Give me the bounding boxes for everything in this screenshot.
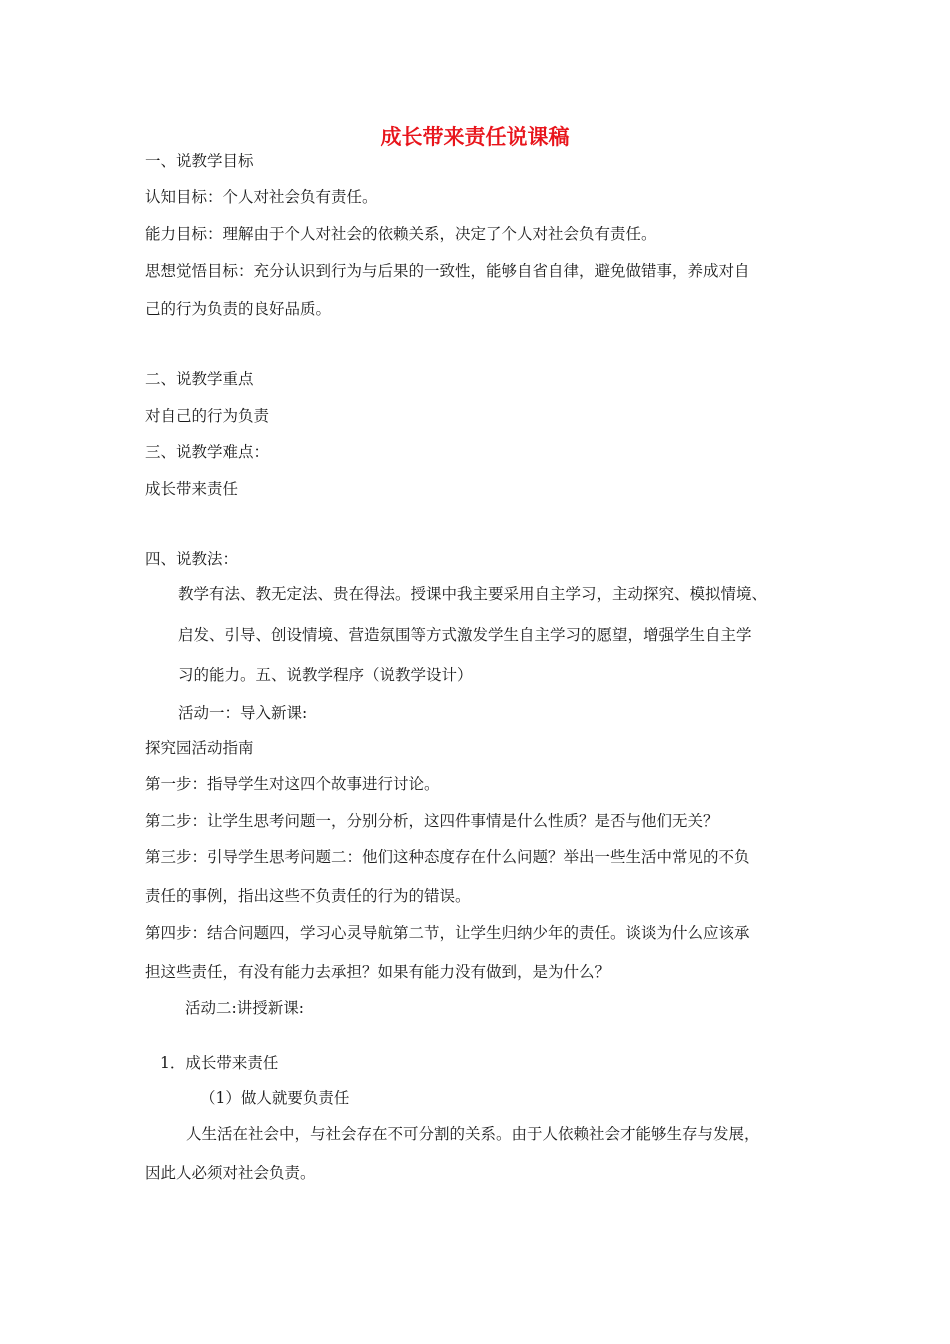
- step-line: 第二步：让学生思考问题一，分别分析，这四件事情是什么性质？是否与他们无关？: [145, 812, 719, 830]
- subsection-heading: （1）做人就要负责任: [200, 1089, 350, 1107]
- paragraph-line: 担这些责任，有没有能力去承担？如果有能力没有做到，是为什么？: [145, 963, 611, 981]
- section-heading-methods: 四、说教法：: [145, 550, 239, 568]
- paragraph-line: 探究园活动指南: [145, 739, 254, 757]
- activity-heading: 活动二:讲授新课:: [185, 999, 304, 1017]
- paragraph-line: 对自己的行为负责: [145, 407, 270, 425]
- paragraph-line: 启发、引导、创设情境、营造氛围等方式激发学生自主学习的愿望，增强学生自主学: [178, 626, 752, 644]
- subsection-heading: 1．成长带来责任: [160, 1054, 279, 1072]
- document-title: 成长带来责任说课稿: [380, 125, 570, 149]
- paragraph-line: 己的行为负责的良好品质。: [145, 300, 332, 318]
- step-line: 第四步：结合问题四，学习心灵导航第二节，让学生归纳少年的责任。谈谈为什么应该承: [145, 924, 750, 942]
- paragraph-line: 成长带来责任: [145, 480, 239, 498]
- activity-heading: 活动一：导入新课:: [178, 704, 308, 722]
- section-heading-difficulties: 三、说教学难点：: [145, 443, 270, 461]
- paragraph-line: 责任的事例，指出这些不负责任的行为的错误。: [145, 887, 471, 905]
- section-heading-key-points: 二、说教学重点: [145, 370, 254, 388]
- paragraph-line: 人生活在社会中，与社会存在不可分割的关系。由于人依赖社会才能够生存与发展，: [186, 1125, 760, 1143]
- step-line: 第一步：指导学生对这四个故事进行讨论。: [145, 775, 440, 793]
- paragraph-line: 认知目标：个人对社会负有责任。: [145, 188, 378, 206]
- paragraph-line: 能力目标：理解由于个人对社会的依赖关系，决定了个人对社会负有责任。: [145, 225, 657, 243]
- paragraph-line: 因此人必须对社会负责。: [145, 1164, 316, 1182]
- section-heading-objectives: 一、说教学目标: [145, 152, 254, 170]
- step-line: 第三步：引导学生思考问题二：他们这种态度存在什么问题？举出一些生活中常见的不负: [145, 848, 750, 866]
- paragraph-line: 思想觉悟目标：充分认识到行为与后果的一致性，能够自省自律，避免做错事，养成对自: [145, 262, 750, 280]
- paragraph-line: 教学有法、教无定法、贵在得法。授课中我主要采用自主学习，主动探究、模拟情境、: [178, 585, 768, 603]
- paragraph-line: 习的能力。五、说教学程序（说教学设计）: [178, 666, 473, 684]
